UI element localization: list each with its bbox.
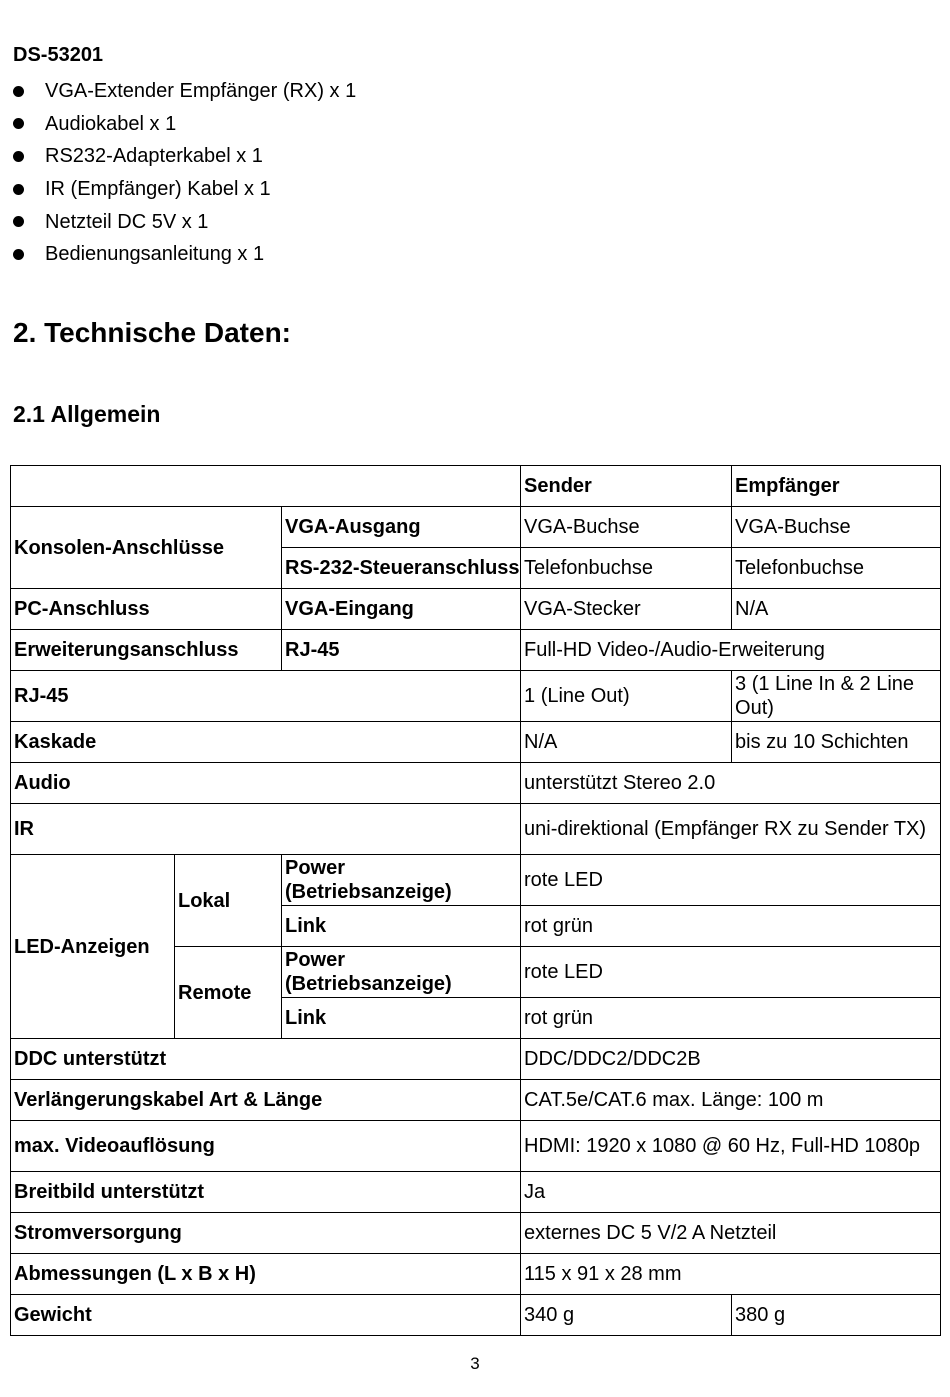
table-cell: N/A bbox=[521, 722, 732, 763]
table-row bbox=[11, 1121, 941, 1172]
list-item bbox=[13, 205, 356, 238]
package-contents-list bbox=[13, 75, 356, 271]
row-label: Konsolen-Anschlüsse bbox=[11, 507, 282, 589]
row-label: Kaskade bbox=[11, 722, 521, 763]
row-label: LED-Anzeigen bbox=[11, 855, 175, 1039]
header-receiver: Empfänger bbox=[732, 466, 941, 507]
table-row bbox=[11, 1254, 941, 1295]
list-item-text: RS232-Adapterkabel x 1 bbox=[45, 145, 263, 168]
list-item-text: Netzteil DC 5V x 1 bbox=[45, 210, 209, 233]
row-sublabel: VGA-Ausgang bbox=[282, 507, 521, 548]
row-sublabel: Link bbox=[282, 998, 521, 1039]
table-cell: rote LED bbox=[521, 855, 941, 906]
row-sublabel: Power (Betriebsanzeige) bbox=[282, 947, 521, 998]
table-cell: 115 x 91 x 28 mm bbox=[521, 1254, 941, 1295]
table-cell: CAT.5e/CAT.6 max. Länge: 100 m bbox=[521, 1080, 941, 1121]
row-label: max. Videoauflösung bbox=[11, 1121, 521, 1172]
row-label: Verlängerungskabel Art & Länge bbox=[11, 1080, 521, 1121]
table-row bbox=[11, 1295, 941, 1336]
row-label: Abmessungen (L x B x H) bbox=[11, 1254, 521, 1295]
row-label: Audio bbox=[11, 763, 521, 804]
table-cell: rote LED bbox=[521, 947, 941, 998]
table-cell: bis zu 10 Schichten bbox=[732, 722, 941, 763]
list-item bbox=[13, 75, 356, 108]
table-cell: Telefonbuchse bbox=[521, 548, 732, 589]
table-row bbox=[11, 507, 941, 548]
table-row bbox=[11, 671, 941, 722]
table-row bbox=[11, 722, 941, 763]
table-cell: 340 g bbox=[521, 1295, 732, 1336]
table-cell: HDMI: 1920 x 1080 @ 60 Hz, Full-HD 1080p bbox=[521, 1121, 941, 1172]
table-row bbox=[11, 1172, 941, 1213]
table-cell: VGA-Stecker bbox=[521, 589, 732, 630]
list-item-text: IR (Empfänger) Kabel x 1 bbox=[45, 178, 271, 201]
table-row bbox=[11, 589, 941, 630]
table-cell: 1 (Line Out) bbox=[521, 671, 732, 722]
bullet-icon bbox=[13, 151, 24, 162]
list-item-text: Audiokabel x 1 bbox=[45, 112, 177, 135]
row-label: IR bbox=[11, 804, 521, 855]
row-sublabel: RJ-45 bbox=[282, 630, 521, 671]
list-item-text: VGA-Extender Empfänger (RX) x 1 bbox=[45, 80, 357, 103]
table-cell: 3 (1 Line In & 2 Line Out) bbox=[732, 671, 941, 722]
row-sublabel: RS-232-Steueranschluss bbox=[282, 548, 521, 589]
table-cell: 380 g bbox=[732, 1295, 941, 1336]
table-row bbox=[11, 1080, 941, 1121]
table-cell: Telefonbuchse bbox=[732, 548, 941, 589]
table-cell: Ja bbox=[521, 1172, 941, 1213]
bullet-icon bbox=[13, 249, 24, 260]
subsection-title: 2.1 Allgemein bbox=[13, 401, 161, 427]
table-row bbox=[11, 804, 941, 855]
table-row bbox=[11, 466, 941, 507]
row-sublabel: VGA-Eingang bbox=[282, 589, 521, 630]
bullet-icon bbox=[13, 118, 24, 129]
table-row bbox=[11, 1039, 941, 1080]
list-item bbox=[13, 238, 356, 271]
page-number: 3 bbox=[470, 1354, 480, 1373]
bullet-icon bbox=[13, 216, 24, 227]
bullet-icon bbox=[13, 86, 24, 97]
table-cell: VGA-Buchse bbox=[521, 507, 732, 548]
table-row bbox=[11, 855, 941, 906]
row-sublabel: Remote bbox=[175, 947, 282, 1039]
bullet-icon bbox=[13, 184, 24, 195]
model-heading: DS-53201 bbox=[13, 44, 104, 66]
row-label: Breitbild unterstützt bbox=[11, 1172, 521, 1213]
table-cell: N/A bbox=[732, 589, 941, 630]
row-sublabel: Lokal bbox=[175, 855, 282, 947]
row-label: RJ-45 bbox=[11, 671, 521, 722]
table-row bbox=[11, 630, 941, 671]
header-sender: Sender bbox=[521, 466, 732, 507]
section-title: 2. Technische Daten: bbox=[13, 317, 292, 348]
table-cell: DDC/DDC2/DDC2B bbox=[521, 1039, 941, 1080]
table-cell: externes DC 5 V/2 A Netzteil bbox=[521, 1213, 941, 1254]
table-row bbox=[11, 1213, 941, 1254]
row-label: Stromversorgung bbox=[11, 1213, 521, 1254]
list-item bbox=[13, 108, 356, 141]
list-item bbox=[13, 173, 356, 206]
list-item-text: Bedienungsanleitung x 1 bbox=[45, 243, 265, 266]
row-label: Gewicht bbox=[11, 1295, 521, 1336]
row-label: PC-Anschluss bbox=[11, 589, 282, 630]
list-item bbox=[13, 140, 356, 173]
table-cell: rot grün bbox=[521, 998, 941, 1039]
table-cell: uni-direktional (Empfänger RX zu Sender TX) bbox=[521, 804, 941, 855]
row-sublabel: Link bbox=[282, 906, 521, 947]
table-cell: rot grün bbox=[521, 906, 941, 947]
row-label: Erweiterungsanschluss bbox=[11, 630, 282, 671]
spec-table bbox=[10, 465, 941, 1336]
table-row bbox=[11, 763, 941, 804]
table-cell: VGA-Buchse bbox=[732, 507, 941, 548]
table-cell: unterstützt Stereo 2.0 bbox=[521, 763, 941, 804]
table-cell: Full-HD Video-/Audio-Erweiterung bbox=[521, 630, 941, 671]
table-cell bbox=[11, 466, 521, 507]
row-sublabel: Power (Betriebsanzeige) bbox=[282, 855, 521, 906]
row-label: DDC unterstützt bbox=[11, 1039, 521, 1080]
